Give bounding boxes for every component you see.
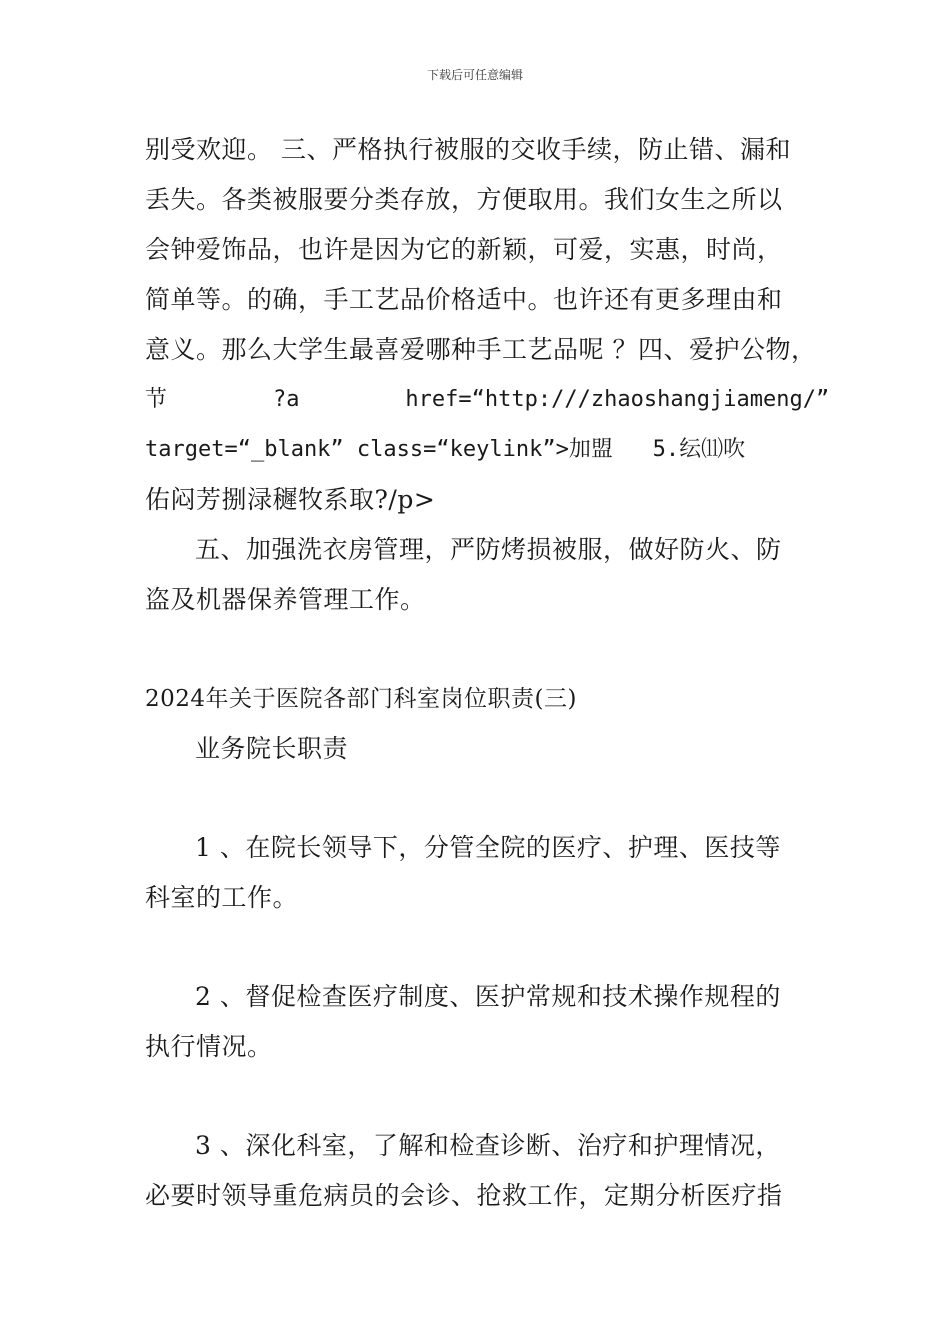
body-line-3: 会钟爱饰品，也许是因为它的新颖，可爱，实惠，时尚， [145,235,783,264]
section-title: 2024年关于医院各部门科室岗位职责(三) [145,686,577,712]
item-1-line-2: 科室的工作。 [145,883,299,912]
body-line-6: 节 ?a href=“http:///zhaoshangjiameng/” [145,387,830,412]
body-line-1: 别受欢迎。 三、严格执行被服的交收手续，防止错、漏和 [145,135,791,164]
page-header: 下载后可任意编辑 [426,68,523,82]
item-2-line-1: 2 、督促检查医疗制度、医护常规和技术操作规程的 [195,982,781,1011]
body-line-4: 简单等。的确，手工艺品价格适中。也许还有更多理由和 [145,285,783,314]
item-1-line-1: 1 、在院长领导下，分管全院的医疗、护理、医技等 [195,833,781,862]
para5-line-2: 盗及机器保养管理工作。 [145,585,426,614]
body-line-7: target=“_blank” class=“keylink”>加盟 5.纭⑾吹 [145,437,746,462]
item-3-line-1: 3 、深化科室，了解和检查诊断、治疗和护理情况， [195,1131,781,1160]
item-3-line-2: 必要时领导重危病员的会诊、抢救工作，定期分析医疗指 [145,1181,783,1210]
para5-line-1: 五、加强洗衣房管理，严防烤损被服，做好防火、防 [195,535,782,564]
body-line-5: 意义。那么大学生最喜爱哪种手工艺品呢 ？四、爱护公物， [145,335,817,364]
subtitle: 业务院长职责 [195,734,349,763]
body-line-8: 佑闷芳捌渌䆈牧系取?/p> [145,485,436,514]
item-2-line-2: 执行情况。 [145,1032,273,1061]
body-line-2: 丢失。各类被服要分类存放，方便取用。我们女生之所以 [145,185,783,214]
